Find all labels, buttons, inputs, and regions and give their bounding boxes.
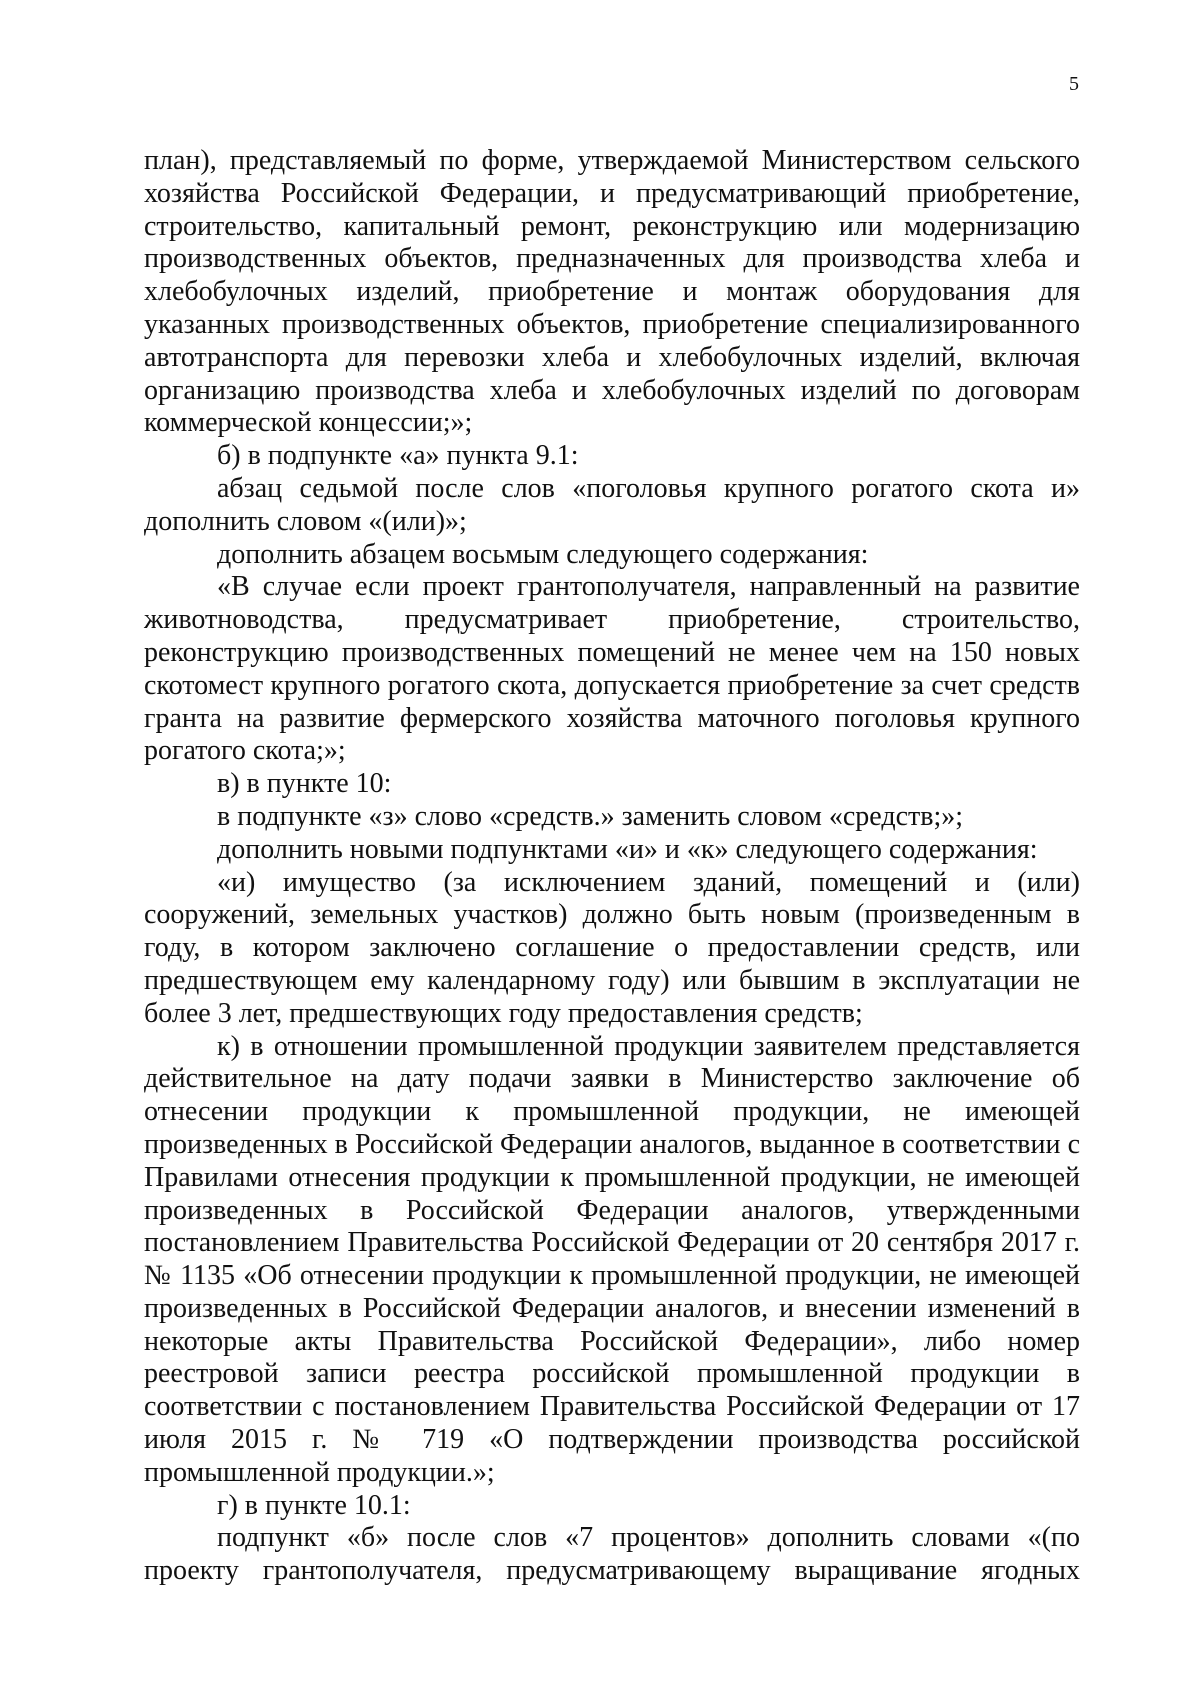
paragraph: план), представляемый по форме, утверждаемой Министерством сельского хозяйства Российской Федерации, и предусматривающий приобретение, строительство, капитальный ремонт, реконструкцию или модернизацию производственных объектов, предназначенных для производства хлеба и хлебобулочных изделий, приобретение и монтаж оборудования для указанных производственных объектов, приобретение специализированного автотранспорта для перевозки хлеба и хлебобулочных изделий, включая организацию производства хлеба и хлебобулочных изделий по договорам коммерческой концессии;»; (144, 145, 1080, 439)
paragraph: «и) имущество (за исключением зданий, помещений и (или) сооружений, земельных участков) должно быть новым (произведенным в году, в котором заключено соглашение о предоставлении средств, или предшествующем ему календарному году) или бывшим в эксплуатации не более 3 лет, предшествующих году предоставления средств; (144, 866, 1080, 1029)
paragraph: в) в пункте 10: (217, 768, 392, 800)
paragraph: абзац седьмой после слов «поголовья крупного рогатого скота и» дополнить словом «(или)»; (144, 472, 1080, 537)
paragraph: дополнить абзацем восьмым следующего содержания: (217, 538, 869, 570)
paragraph: б) в подпункте «а» пункта 9.1: (217, 440, 579, 472)
paragraph: дополнить новыми подпунктами «и» и «к» следующего содержания: (217, 833, 1038, 865)
paragraph: «В случае если проект грантополучателя, направленный на развитие животноводства, предусматривает приобретение, строительство, реконструкцию производственных помещений не менее чем на 150 новых скотомест крупного рогатого скота, допускается приобретение за счет средств гранта на развитие фермерского хозяйства маточного поголовья крупного рогатого скота;»; (144, 571, 1080, 767)
paragraph: г) в пункте 10.1: (217, 1489, 411, 1521)
paragraph: в подпункте «з» слово «средств.» заменить словом «средств;»; (217, 800, 964, 832)
paragraph: подпункт «б» после слов «7 процентов» дополнить словами «(по проекту грантополучателя, предусматривающему выращивание ягодных (144, 1522, 1080, 1587)
document-body (144, 145, 1080, 1588)
page-number: 5 (1069, 73, 1079, 95)
paragraph: к) в отношении промышленной продукции заявителем представляется действительное на дату подачи заявки в Министерство заключение об отнесении продукции к промышленной продукции, не имеющей произведенных в Российской Федерации аналогов, выданное в соответствии с Правилами отнесения продукции к промышленной продукции, не имеющей произведенных в Российской Федерации аналогов, утвержденными постановлением Правительства Российской Федерации от 20 сентября 2017 г. № 1135 «Об отнесении продукции к промышленной продукции, не имеющей произведенных в Российской Федерации аналогов, и внесении изменений в некоторые акты Правительства Российской Федерации», либо номер реестровой записи реестра российской промышленной продукции в соответствии с постановлением Правительства Российской Федерации от 17 июля 2015 г. № 719 «О подтверждении производства российской промышленной продукции.»; (144, 1030, 1080, 1488)
